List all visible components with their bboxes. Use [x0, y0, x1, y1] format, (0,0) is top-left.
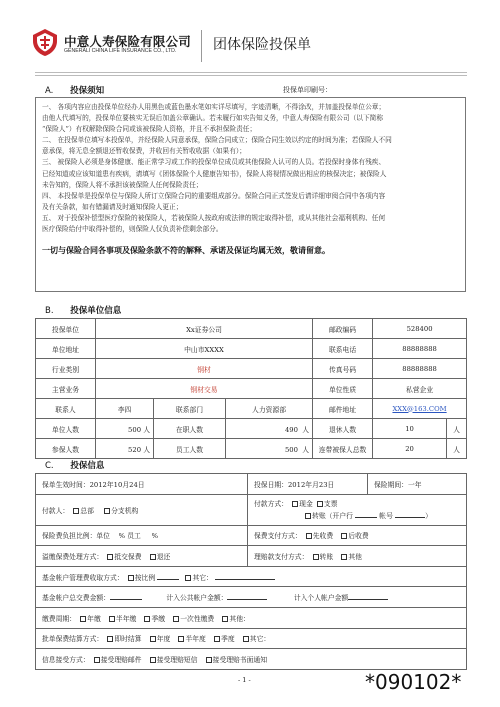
fund-other-checkbox[interactable] — [185, 575, 191, 581]
notice-line: 一、 各项内容应由投保单位经办人用黑色或蓝色墨水笔如实详尽填写，字迹清晰，不得涂改，并加盖投保单位公章； — [42, 103, 386, 111]
fund-fee-row: 基金帐户管理费收取方式： 按比例 其它： — [36, 566, 467, 587]
zip-label: 邮政编码 — [313, 319, 373, 339]
notice-warning: 一切与保险合同各事项及保险条款不符的解释、承诺及保证均属无效，敬请留意。 — [42, 246, 330, 256]
employee-count-field[interactable]: 500 人 — [226, 439, 313, 459]
phone-label: 联系电话 — [313, 339, 373, 359]
effective-date-field[interactable]: 保单生效时间：2012年10月24日 — [36, 474, 248, 495]
section-a-letter: A. — [45, 86, 54, 96]
email-field[interactable]: XXX@163.COM — [373, 399, 467, 419]
share-row[interactable]: 保险费负担比例：单位 % 员工 % — [36, 525, 248, 546]
unit-suffix: 人 — [447, 419, 467, 439]
section-a-heading — [45, 84, 104, 96]
employed-field[interactable]: 490 人 — [226, 419, 313, 439]
section-a-title: 投保须知 — [70, 86, 105, 96]
table-row — [36, 474, 467, 495]
retired-label: 退休人数 — [313, 419, 373, 439]
period-other-checkbox[interactable] — [222, 616, 228, 622]
account-field[interactable] — [395, 517, 425, 518]
company-logo-icon — [30, 27, 60, 57]
bank-field[interactable] — [355, 517, 377, 518]
business-field[interactable]: 钢材交易 — [96, 379, 313, 399]
table-row — [36, 439, 467, 459]
address-label: 单位地址 — [36, 339, 96, 359]
postpay-checkbox[interactable] — [341, 533, 347, 539]
header-divider — [201, 30, 202, 62]
insured-name-label: 投保单位 — [36, 319, 96, 339]
yearly-checkbox[interactable] — [150, 636, 156, 642]
table-row — [36, 525, 467, 546]
print-number-label: 投保单印刷号： — [283, 86, 332, 94]
insured-count-field[interactable]: 520 人 — [96, 439, 154, 459]
table-row — [36, 379, 467, 399]
business-label: 主营业务 — [36, 379, 96, 399]
fax-label: 传真号码 — [313, 359, 373, 379]
info-receive-row: 信息接受方式： 接受理赔邮件 接受理赔短信 接受理赔书面通知 — [36, 649, 467, 670]
contact-label: 联系人 — [36, 399, 96, 419]
pay-method-row: 付款方式： 现金 支票 转账（开户行 帐号 ） — [248, 494, 467, 525]
claim-sms-checkbox[interactable] — [150, 657, 156, 663]
header-rule — [35, 75, 467, 76]
pay-cheque-checkbox[interactable] — [317, 501, 323, 507]
pay-period-row: 缴费周期： 年缴 半年缴 季缴 一次性缴费 其他： — [36, 607, 467, 628]
batch-other-checkbox[interactable] — [243, 636, 249, 642]
zip-field[interactable]: 528400 — [373, 319, 467, 339]
notice-line: 已经知道或应该知道患有疾病，请填写《团体保险个人健康告知书》，保险人将视情况做出相应的核保决定；被保险人 — [42, 169, 387, 178]
notice-line: 及有关条款，如有错漏请及时通知保险人更正； — [42, 202, 183, 211]
prepay-checkbox[interactable] — [306, 533, 312, 539]
claim-transfer-checkbox[interactable] — [313, 554, 319, 560]
table-row — [36, 566, 467, 587]
table-row — [36, 339, 467, 359]
quarter-checkbox[interactable] — [214, 636, 220, 642]
fund-personal-field[interactable] — [348, 599, 388, 600]
collect-row: 保费支付方式： 先收费 后收费 — [248, 525, 467, 546]
claim-email-checkbox[interactable] — [94, 657, 100, 663]
nature-field[interactable]: 私营企业 — [373, 379, 467, 399]
notice-line: 由他人代填写的，投保单位要核实无误后加盖公章确认。若未履行如实告知义务，中意人寿保险有限公司（以下简称 — [42, 114, 384, 123]
payer-hq-checkbox[interactable] — [73, 508, 79, 514]
insured-name-field[interactable]: Xx证券公司 — [96, 319, 313, 339]
table-row — [36, 419, 467, 439]
claim-letter-checkbox[interactable] — [206, 657, 212, 663]
apply-date-field[interactable]: 投保日期：2012年月23日 — [248, 474, 368, 495]
page-number: - 1 - — [238, 676, 251, 684]
phone-field[interactable]: 88888888 — [373, 339, 467, 359]
retired-field[interactable]: 10 — [373, 419, 447, 439]
table-row — [36, 628, 467, 649]
notice-line: 四、 本投保单是投保单位与保险人所订立保险合同的重要组成部分。保险合同正式签发后请详细审阅合同中各项内容 — [42, 191, 386, 200]
section-b-letter: B. — [45, 306, 54, 316]
offset-premium-checkbox[interactable] — [107, 554, 113, 560]
company-name: 中意人寿保险有限公司 — [64, 34, 192, 49]
unit-suffix: 人 — [447, 439, 467, 459]
insured-unit-table — [35, 318, 467, 459]
section-c-title: 投保信息 — [70, 461, 105, 471]
notice-line: 三、 被保险人必须是身体健康、能正常学习或工作的投保单位成员或其他保险人认可的人员。若投保时身体有残疾、 — [42, 158, 386, 167]
claim-pay-row: 理赔款支付方式： 转账 其他 — [248, 546, 467, 567]
payer-branch-checkbox[interactable] — [104, 508, 110, 514]
header-rule — [35, 72, 467, 73]
instant-checkbox[interactable] — [107, 636, 113, 642]
notice-line: 意承保，将无息全额退还暂收保费，并收回有关暂收收据（如果有）； — [42, 147, 246, 156]
period-field[interactable]: 保险期间：一年 — [368, 474, 467, 495]
industry-label: 行业类别 — [36, 359, 96, 379]
insured-count-label: 参保人数 — [36, 439, 96, 459]
batch-settle-row: 批单保费结算方式： 即时结算 年度 半年度 季度 其它： — [36, 628, 467, 649]
dependents-field[interactable]: 20 — [373, 439, 447, 459]
section-c-letter: C. — [45, 461, 54, 471]
form-title: 团体保险投保单 — [213, 37, 311, 53]
table-row — [36, 587, 467, 608]
notice-line: 二、 在投保单位填写本投保单，并经保险人同意承保，保险合同成立；保险合同生效以约定的时间为准；若保险人不同 — [42, 136, 392, 145]
pay-cash-checkbox[interactable] — [292, 501, 298, 507]
total-label: 单位人数 — [36, 419, 96, 439]
notice-line: 未告知的，保险人将不承担该被保险人任何保险责任； — [42, 180, 203, 189]
fund-total-field[interactable] — [110, 599, 142, 600]
table-row — [36, 494, 467, 525]
fund-amount-row: 基金帐户总交费金额： 计入公共帐户金额： 计入个人帐户金额 — [36, 587, 467, 608]
half-year-checkbox[interactable] — [178, 636, 184, 642]
fund-other-field[interactable] — [215, 579, 275, 580]
total-field[interactable]: 500 人 — [96, 419, 154, 439]
semiannual-checkbox[interactable] — [109, 616, 115, 622]
employed-label: 在职人数 — [154, 419, 226, 439]
table-row — [36, 649, 467, 670]
payer-row: 付款人： 总部 分支机构 — [36, 494, 248, 525]
table-row — [36, 399, 467, 419]
refund-checkbox[interactable] — [150, 554, 156, 560]
policy-info-table — [35, 473, 467, 670]
table-row — [36, 359, 467, 379]
notice-line: “保险人”）有权解除保险合同或该被保险人资格，并且不承担保险责任； — [42, 125, 257, 134]
table-row — [36, 546, 467, 567]
annual-checkbox[interactable] — [80, 616, 86, 622]
pay-transfer-checkbox[interactable] — [305, 513, 311, 519]
employee-count-label: 员工人数 — [154, 439, 226, 459]
address-field[interactable]: 中山市XXXX — [96, 339, 313, 359]
industry-field[interactable]: 钢材 — [96, 359, 313, 379]
section-b-title: 投保单位信息 — [70, 306, 122, 316]
dept-field[interactable]: 人力资源部 — [226, 399, 313, 419]
notice-line: 医疗保险给付中取得补偿的，则保险人仅负责补偿剩余部分。 — [42, 225, 223, 234]
nature-label: 单位性质 — [313, 379, 373, 399]
notice-line: 五、 对于投保补偿型医疗保险的被保险人，若被保险人按政府或法律的规定取得补偿，或从其他社会福利机构、任何 — [42, 213, 386, 222]
company-name-en: GENERALI CHINA LIFE INSURANCE CO., LTD. — [64, 48, 177, 54]
lump-sum-checkbox[interactable] — [173, 616, 179, 622]
table-row — [36, 319, 467, 339]
notice-box — [35, 97, 466, 292]
fax-field[interactable]: 88888888 — [373, 359, 467, 379]
overpay-row: 溢缴保费处理方式： 抵交保费 退还 — [36, 546, 248, 567]
fund-public-field[interactable] — [227, 599, 267, 600]
quarterly-checkbox[interactable] — [144, 616, 150, 622]
section-b-heading — [45, 304, 121, 316]
fund-ratio-checkbox[interactable] — [128, 575, 134, 581]
fund-ratio-field[interactable] — [157, 579, 179, 580]
barcode-text: *090102* — [365, 670, 462, 694]
dept-label: 联系部门 — [154, 399, 226, 419]
dependents-label: 连带被保人总数 — [313, 439, 373, 459]
section-c-heading — [45, 459, 104, 471]
contact-field[interactable]: 李四 — [96, 399, 154, 419]
email-label: 邮件地址 — [313, 399, 373, 419]
table-row — [36, 607, 467, 628]
claim-other-checkbox[interactable] — [341, 554, 347, 560]
